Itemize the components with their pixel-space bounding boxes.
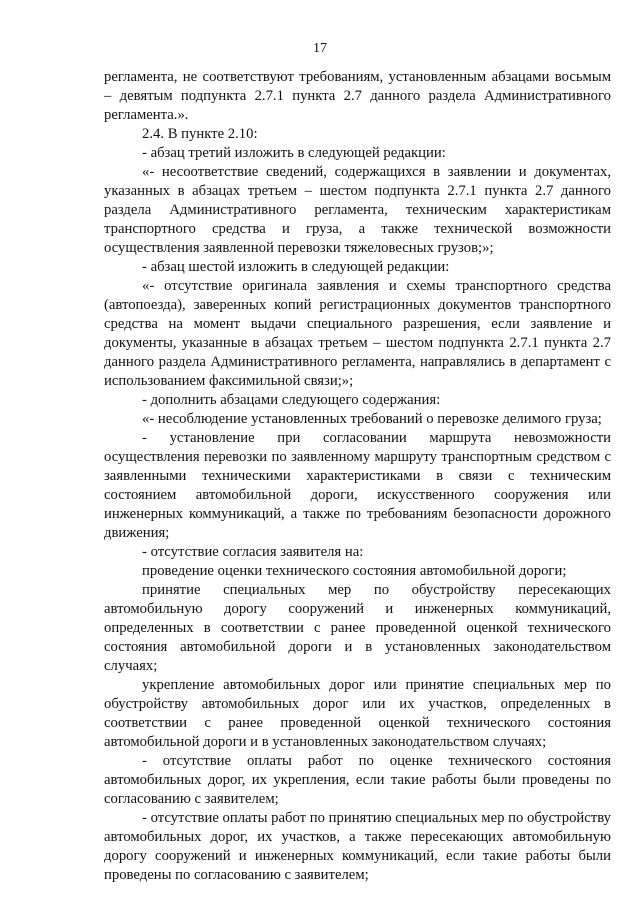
- paragraph: - установление при согласовании маршрута невозможности осуществления перевозки по заявленному маршруту транспортным средством с заявленными техническими характеристиками в связи с техническим состоянием автомобильной дороги, искусственного сооружения или инженерных коммуникаций, а также по требованиям безопасности дорожного движения;: [104, 430, 611, 541]
- paragraph: - отсутствие согласия заявителя на:: [142, 544, 364, 560]
- paragraph: - абзац третий изложить в следующей редакции:: [142, 145, 446, 161]
- paragraph: - отсутствие оплаты работ по принятию специальных мер по обустройству автомобильных дорог, их участков, а также пересекающих автомобильную дорогу сооружений и инженерных коммуникаций, если такие работы были проведены по согласованию с заявителем;: [104, 810, 611, 883]
- paragraph: «- отсутствие оригинала заявления и схемы транспортного средства (автопоезда), заверенных копий регистрационных документов транспортного средства на момент выдачи специального разрешения, если заявление и документы, указанные в абзацах третьем – шестом подпункта 2.7.1 пункта 2.7 данного раздела Административного регламента, направлялись в департамент с использованием факсимильной связи;»;: [104, 278, 611, 389]
- paragraph: регламента, не соответствуют требованиям, установленным абзацами восьмым – девятым подпункта 2.7.1 пункта 2.7 данного раздела Административного регламента.».: [104, 69, 611, 123]
- paragraph: - дополнить абзацами следующего содержания:: [142, 392, 441, 408]
- paragraph: принятие специальных мер по обустройству пересекающих автомобильную дорогу сооружений и инженерных коммуникаций, определенных в соответствии с ранее проведенной оценкой технического состояния автомобильной дороги и в установленных законодательством случаях;: [104, 582, 611, 674]
- document-body: [104, 68, 611, 885]
- paragraph: - абзац шестой изложить в следующей редакции:: [142, 259, 450, 275]
- paragraph: «- несоблюдение установленных требований о перевозке делимого груза;: [142, 411, 602, 427]
- paragraph: - отсутствие оплаты работ по оценке технического состояния автомобильных дорог, их укрепления, если такие работы были проведены по согласованию с заявителем;: [104, 753, 611, 807]
- paragraph: проведение оценки технического состояния автомобильной дороги;: [142, 563, 567, 579]
- paragraph: укрепление автомобильных дорог или принятие специальных мер по обустройству автомобильных дорог или их участков, определенных в соответствии с ранее проведенной оценкой технического состояния автомобильной дороги и в установленных законодательством случаях;: [104, 677, 611, 750]
- paragraph: 2.4. В пункте 2.10:: [142, 126, 258, 142]
- paragraph: «- несоответствие сведений, содержащихся в заявлении и документах, указанных в абзацах третьем – шестом подпункта 2.7.1 пункта 2.7 данного раздела Административного регламента, техническим характеристикам транспортного средства и груза, а также технической возможности осуществления заявленной перевозки тяжеловесных грузов;»;: [104, 164, 611, 256]
- page-number: 17: [313, 41, 327, 56]
